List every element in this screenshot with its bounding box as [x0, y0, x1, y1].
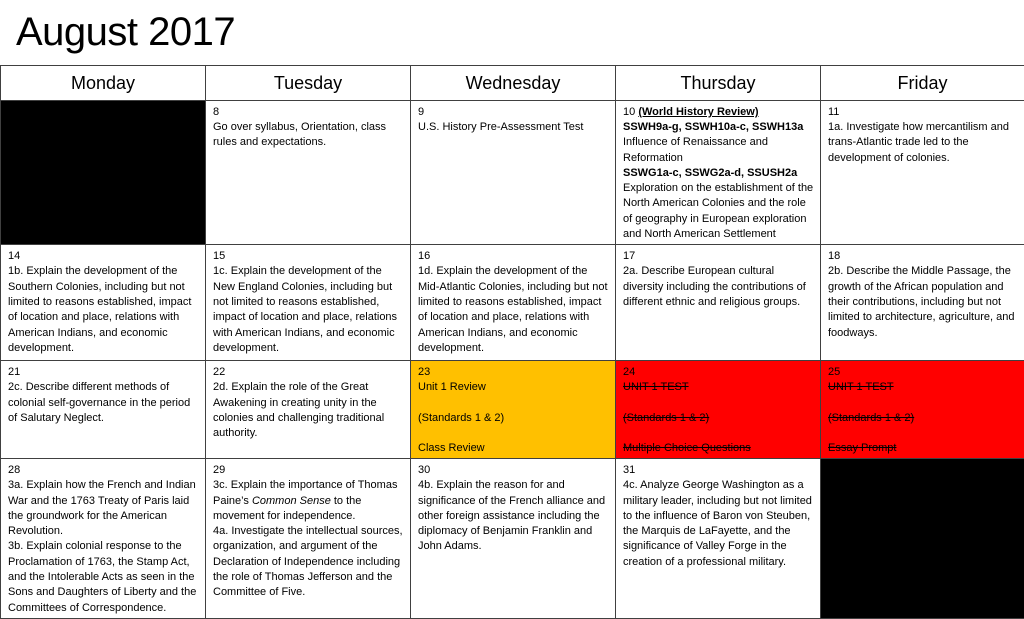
page-title: August 2017: [16, 6, 235, 58]
day-cell-aug-11[interactable]: [821, 101, 1024, 245]
week-row-3: [1, 361, 1024, 459]
week-row-1: [1, 101, 1024, 245]
world-history-review-label: (World History Review): [638, 106, 758, 118]
day-description: U.S. History Pre-Assessment Test: [418, 120, 609, 135]
calendar-table: [0, 65, 1024, 619]
header-friday: Friday: [821, 66, 1024, 101]
day-cell-blocked: [1, 101, 206, 245]
header-wednesday: Wednesday: [411, 66, 616, 101]
review-title: Unit 1 Review: [418, 380, 609, 395]
standards-list: SSWG1a-c, SSWG2a-d, SSUSH2a: [623, 166, 814, 181]
day-cell-aug-8[interactable]: [206, 101, 411, 245]
day-cell-aug-28[interactable]: [1, 459, 206, 619]
day-cell-aug-15[interactable]: [206, 245, 411, 361]
day-description: 2c. Describe different methods of colonial self-governance in the period of Salutary Neglect.: [8, 380, 199, 426]
day-cell-aug-24-test[interactable]: [616, 361, 821, 459]
day-cell-aug-25-test[interactable]: [821, 361, 1024, 459]
day-number: 21: [8, 365, 199, 380]
spacer: [828, 426, 1018, 441]
day-description: 2b. Describe the Middle Passage, the growth of the African population and their contributions, including but not limited to architecture, agriculture, and foodways.: [828, 264, 1018, 340]
test-type: Essay Prompt: [828, 441, 1018, 456]
weekday-header-row: [1, 66, 1024, 101]
day-cell-aug-31[interactable]: [616, 459, 821, 619]
day-number: 18: [828, 249, 1018, 264]
day-number: 24: [623, 365, 814, 380]
test-title: UNIT 1 TEST: [828, 380, 1018, 395]
header-tuesday: Tuesday: [206, 66, 411, 101]
day-number: 22: [213, 365, 404, 380]
day-number: 31: [623, 463, 814, 478]
day-number: 29: [213, 463, 404, 478]
day-description: 2a. Describe European cultural diversity including the contributions of different ethnic and religious groups.: [623, 264, 814, 310]
text-segment: 3c. Explain the importance of Thomas Paine’s: [213, 479, 397, 506]
day-number-line: [623, 105, 814, 120]
day-cell-aug-10[interactable]: [616, 101, 821, 245]
day-cell-aug-18[interactable]: [821, 245, 1024, 361]
day-number: 9: [418, 105, 609, 120]
day-number: 8: [213, 105, 404, 120]
day-cell-aug-17[interactable]: [616, 245, 821, 361]
topic-text: Influence of Renaissance and Reformation: [623, 135, 814, 166]
header-thursday: Thursday: [616, 66, 821, 101]
day-description: 3a. Explain how the French and Indian War and the 1763 Treaty of Paris laid the groundwork for the American Revolution.: [8, 478, 199, 539]
text-segment: to the movement for independence.: [213, 495, 361, 522]
week-row-2: [1, 245, 1024, 361]
day-number: 25: [828, 365, 1018, 380]
day-description: 2d. Explain the role of the Great Awakening in creating unity in the colonies and challenging traditional authority.: [213, 380, 404, 441]
day-description: 3b. Explain colonial response to the Proclamation of 1763, the Stamp Act, and the Intolerable Acts as seen in the Sons and Daughters of Liberty and the Committees of Correspondence.: [8, 539, 199, 615]
book-title-common-sense: Common Sense: [252, 495, 331, 507]
day-cell-aug-29[interactable]: [206, 459, 411, 619]
day-number: 17: [623, 249, 814, 264]
day-number: 15: [213, 249, 404, 264]
day-description: 1a. Investigate how mercantilism and trans-Atlantic trade led to the development of colonies.: [828, 120, 1018, 166]
day-number: 14: [8, 249, 199, 264]
spacer: [623, 396, 814, 411]
day-number: 30: [418, 463, 609, 478]
test-title: UNIT 1 TEST: [623, 380, 814, 395]
week-row-4: [1, 459, 1024, 619]
day-description: 4b. Explain the reason for and significance of the French alliance and other foreign assistance including the diplomacy of Benjamin Franklin and John Adams.: [418, 478, 609, 554]
day-cell-aug-16[interactable]: [411, 245, 616, 361]
day-description: 4a. Investigate the intellectual sources, organization, and argument of the Declaration of Independence including the role of Thomas Jefferson and the Committee of Five.: [213, 524, 404, 600]
day-description: 1b. Explain the development of the Southern Colonies, including but not limited to reasons established, impact of location and place, relations with American Indians, and economic development.: [8, 264, 199, 356]
day-cell-aug-30[interactable]: [411, 459, 616, 619]
topic-text: Exploration on the establishment of the North American Colonies and the role of geography in European exploration and North American Settlement: [623, 181, 814, 242]
test-type: Multiple Choice Questions: [623, 441, 814, 456]
spacer: [623, 426, 814, 441]
standards-note: (Standards 1 & 2): [418, 411, 609, 426]
spacer: [828, 396, 1018, 411]
day-number: 16: [418, 249, 609, 264]
day-number: 10: [623, 106, 635, 118]
spacer: [418, 396, 609, 411]
standards-list: SSWH9a-g, SSWH10a-c, SSWH13a: [623, 120, 814, 135]
standards-note: (Standards 1 & 2): [623, 411, 814, 426]
spacer: [418, 426, 609, 441]
day-cell-aug-21[interactable]: [1, 361, 206, 459]
day-cell-aug-9[interactable]: [411, 101, 616, 245]
day-cell-blocked: [821, 459, 1024, 619]
review-type: Class Review: [418, 441, 609, 456]
day-cell-aug-22[interactable]: [206, 361, 411, 459]
day-number: 11: [828, 105, 1018, 120]
header-monday: Monday: [1, 66, 206, 101]
standards-note: (Standards 1 & 2): [828, 411, 1018, 426]
day-description: [213, 478, 404, 524]
day-number: 23: [418, 365, 609, 380]
day-description: Go over syllabus, Orientation, class rules and expectations.: [213, 120, 404, 151]
day-number: 28: [8, 463, 199, 478]
day-cell-aug-14[interactable]: [1, 245, 206, 361]
day-description: 4c. Analyze George Washington as a military leader, including but not limited to the influence of Baron von Steuben, the Marquis de LaFayette, and the significance of Valley Forge in the creation of a professional military.: [623, 478, 814, 570]
day-cell-aug-23-review[interactable]: [411, 361, 616, 459]
day-description: 1c. Explain the development of the New England Colonies, including but not limited to reasons established, impact of location and place, relations with American Indians, and economic development.: [213, 264, 404, 356]
day-description: 1d. Explain the development of the Mid-Atlantic Colonies, including but not limited to reasons established, impact of location and place, relations with American Indians, and economic development.: [418, 264, 609, 356]
